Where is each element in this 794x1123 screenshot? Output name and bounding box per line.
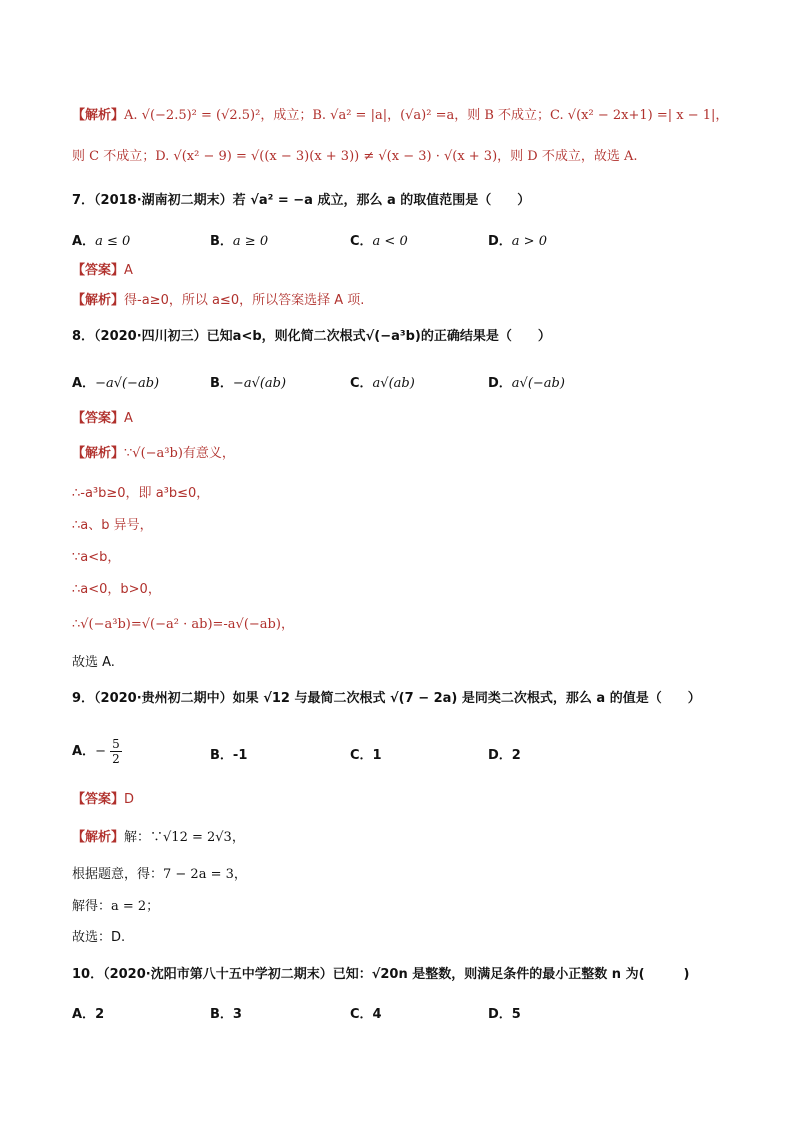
answer-value: A	[124, 411, 133, 426]
answer-value: A	[124, 263, 133, 278]
q8-analysis-3: ∴a、b 异号，	[72, 518, 153, 533]
question-text: （2020·贵州初二期中）如果 √12 与最简二次根式 √(7 − 2a) 是同类二次根式，那么 a 的值是（ ）	[94, 691, 701, 706]
q10-option-d: D．5	[488, 1007, 521, 1022]
question-text: （2020·四川初三）已知a<b，则化简二次根式√(−a³b)的正确结果是（ ）	[94, 329, 551, 344]
q8-analysis-6: ∴√(−a³b)=√(−a² · ab)=-a√(−ab)，	[72, 617, 294, 632]
q8-answer: 【答案】A	[72, 411, 133, 426]
q9-answer: 【答案】D	[72, 792, 135, 807]
q8-analysis-1: 【解析】∵√(−a³b)有意义，	[72, 446, 235, 461]
q9-option-c: C．1	[350, 748, 382, 763]
question-10	[72, 966, 689, 984]
q8-analysis-7: 故选 A.	[72, 655, 115, 670]
question-7	[72, 192, 530, 210]
q8-option-a: A．−a√(−ab)	[72, 376, 160, 391]
analysis-tag: 【解析】	[72, 108, 125, 123]
question-text: （2020·沈阳市第八十五中学初二期末）已知：√20n 是整数，则满足条件的最小正整数 n 为( )	[103, 967, 690, 982]
q9-analysis-1: 【解析】解：∵√12 = 2√3，	[72, 830, 245, 845]
q7-analysis: 【解析】得-a≥0，所以 a≤0，所以答案选择 A 项.	[72, 293, 365, 308]
analysis-text: 解：∵√12 = 2√3，	[124, 830, 245, 845]
q9-analysis-2: 根据题意，得：7 − 2a = 3，	[72, 867, 247, 882]
q10-option-a: A．2	[72, 1007, 105, 1022]
q8-option-c: C．a√(ab)	[350, 376, 415, 391]
question-number: 8．	[72, 329, 95, 344]
question-9	[72, 690, 701, 708]
q6-analysis-line-2	[72, 148, 638, 166]
question-text: （2018·湖南初二期末）若 √a² = −a 成立，那么 a 的取值范围是（ ）	[94, 193, 531, 208]
q10-option-b: B．3	[210, 1007, 242, 1022]
q9-option-b: B．-1	[210, 748, 248, 763]
analysis-text: A. √(−2.5)² = (√2.5)²，成立；B. √a² = |a|，(√a)² =a，则 B 不成立；C. √(x² − 2x+1) =| x − 1|，	[124, 108, 729, 123]
question-number: 7．	[72, 193, 95, 208]
q9-analysis-4: 故选：D.	[72, 930, 126, 945]
q7-answer: 【答案】A	[72, 263, 133, 278]
analysis-text: ∵√(−a³b)有意义，	[124, 446, 235, 461]
q7-option-a: A．a ≤ 0	[72, 234, 131, 249]
q8-option-b: B．−a√(ab)	[210, 376, 287, 391]
q7-option-c: C．a < 0	[350, 234, 408, 249]
q8-analysis-4: ∵a<b，	[72, 550, 121, 565]
q9-option-a: A．− $\frac{5}{2}$	[72, 737, 120, 766]
analysis-text: 则 C 不成立；D. √(x² − 9) = √((x − 3)(x + 3)) ≠ √(x − 3) · √(x + 3)，则 D 不成立，故选 A.	[72, 149, 638, 164]
fraction: $\frac{5}{2}$	[112, 737, 120, 766]
question-8	[72, 328, 551, 346]
answer-value: D	[124, 792, 135, 807]
q9-option-d: D．2	[488, 748, 521, 763]
q8-analysis-5: ∴a<0，b>0，	[72, 582, 161, 597]
q10-option-c: C．4	[350, 1007, 382, 1022]
q8-analysis-2: ∴-a³b≥0，即 a³b≤0，	[72, 486, 210, 501]
q7-option-d: D．a > 0	[488, 234, 547, 249]
q9-analysis-3: 解得：a = 2；	[72, 899, 160, 914]
analysis-text: 得-a≥0，所以 a≤0，所以答案选择 A 项.	[124, 293, 365, 308]
q6-analysis-line-1	[72, 107, 728, 125]
question-number: 10．	[72, 967, 104, 982]
question-number: 9．	[72, 691, 95, 706]
q7-option-b: B．a ≥ 0	[210, 234, 269, 249]
q8-option-d: D．a√(−ab)	[488, 376, 565, 391]
